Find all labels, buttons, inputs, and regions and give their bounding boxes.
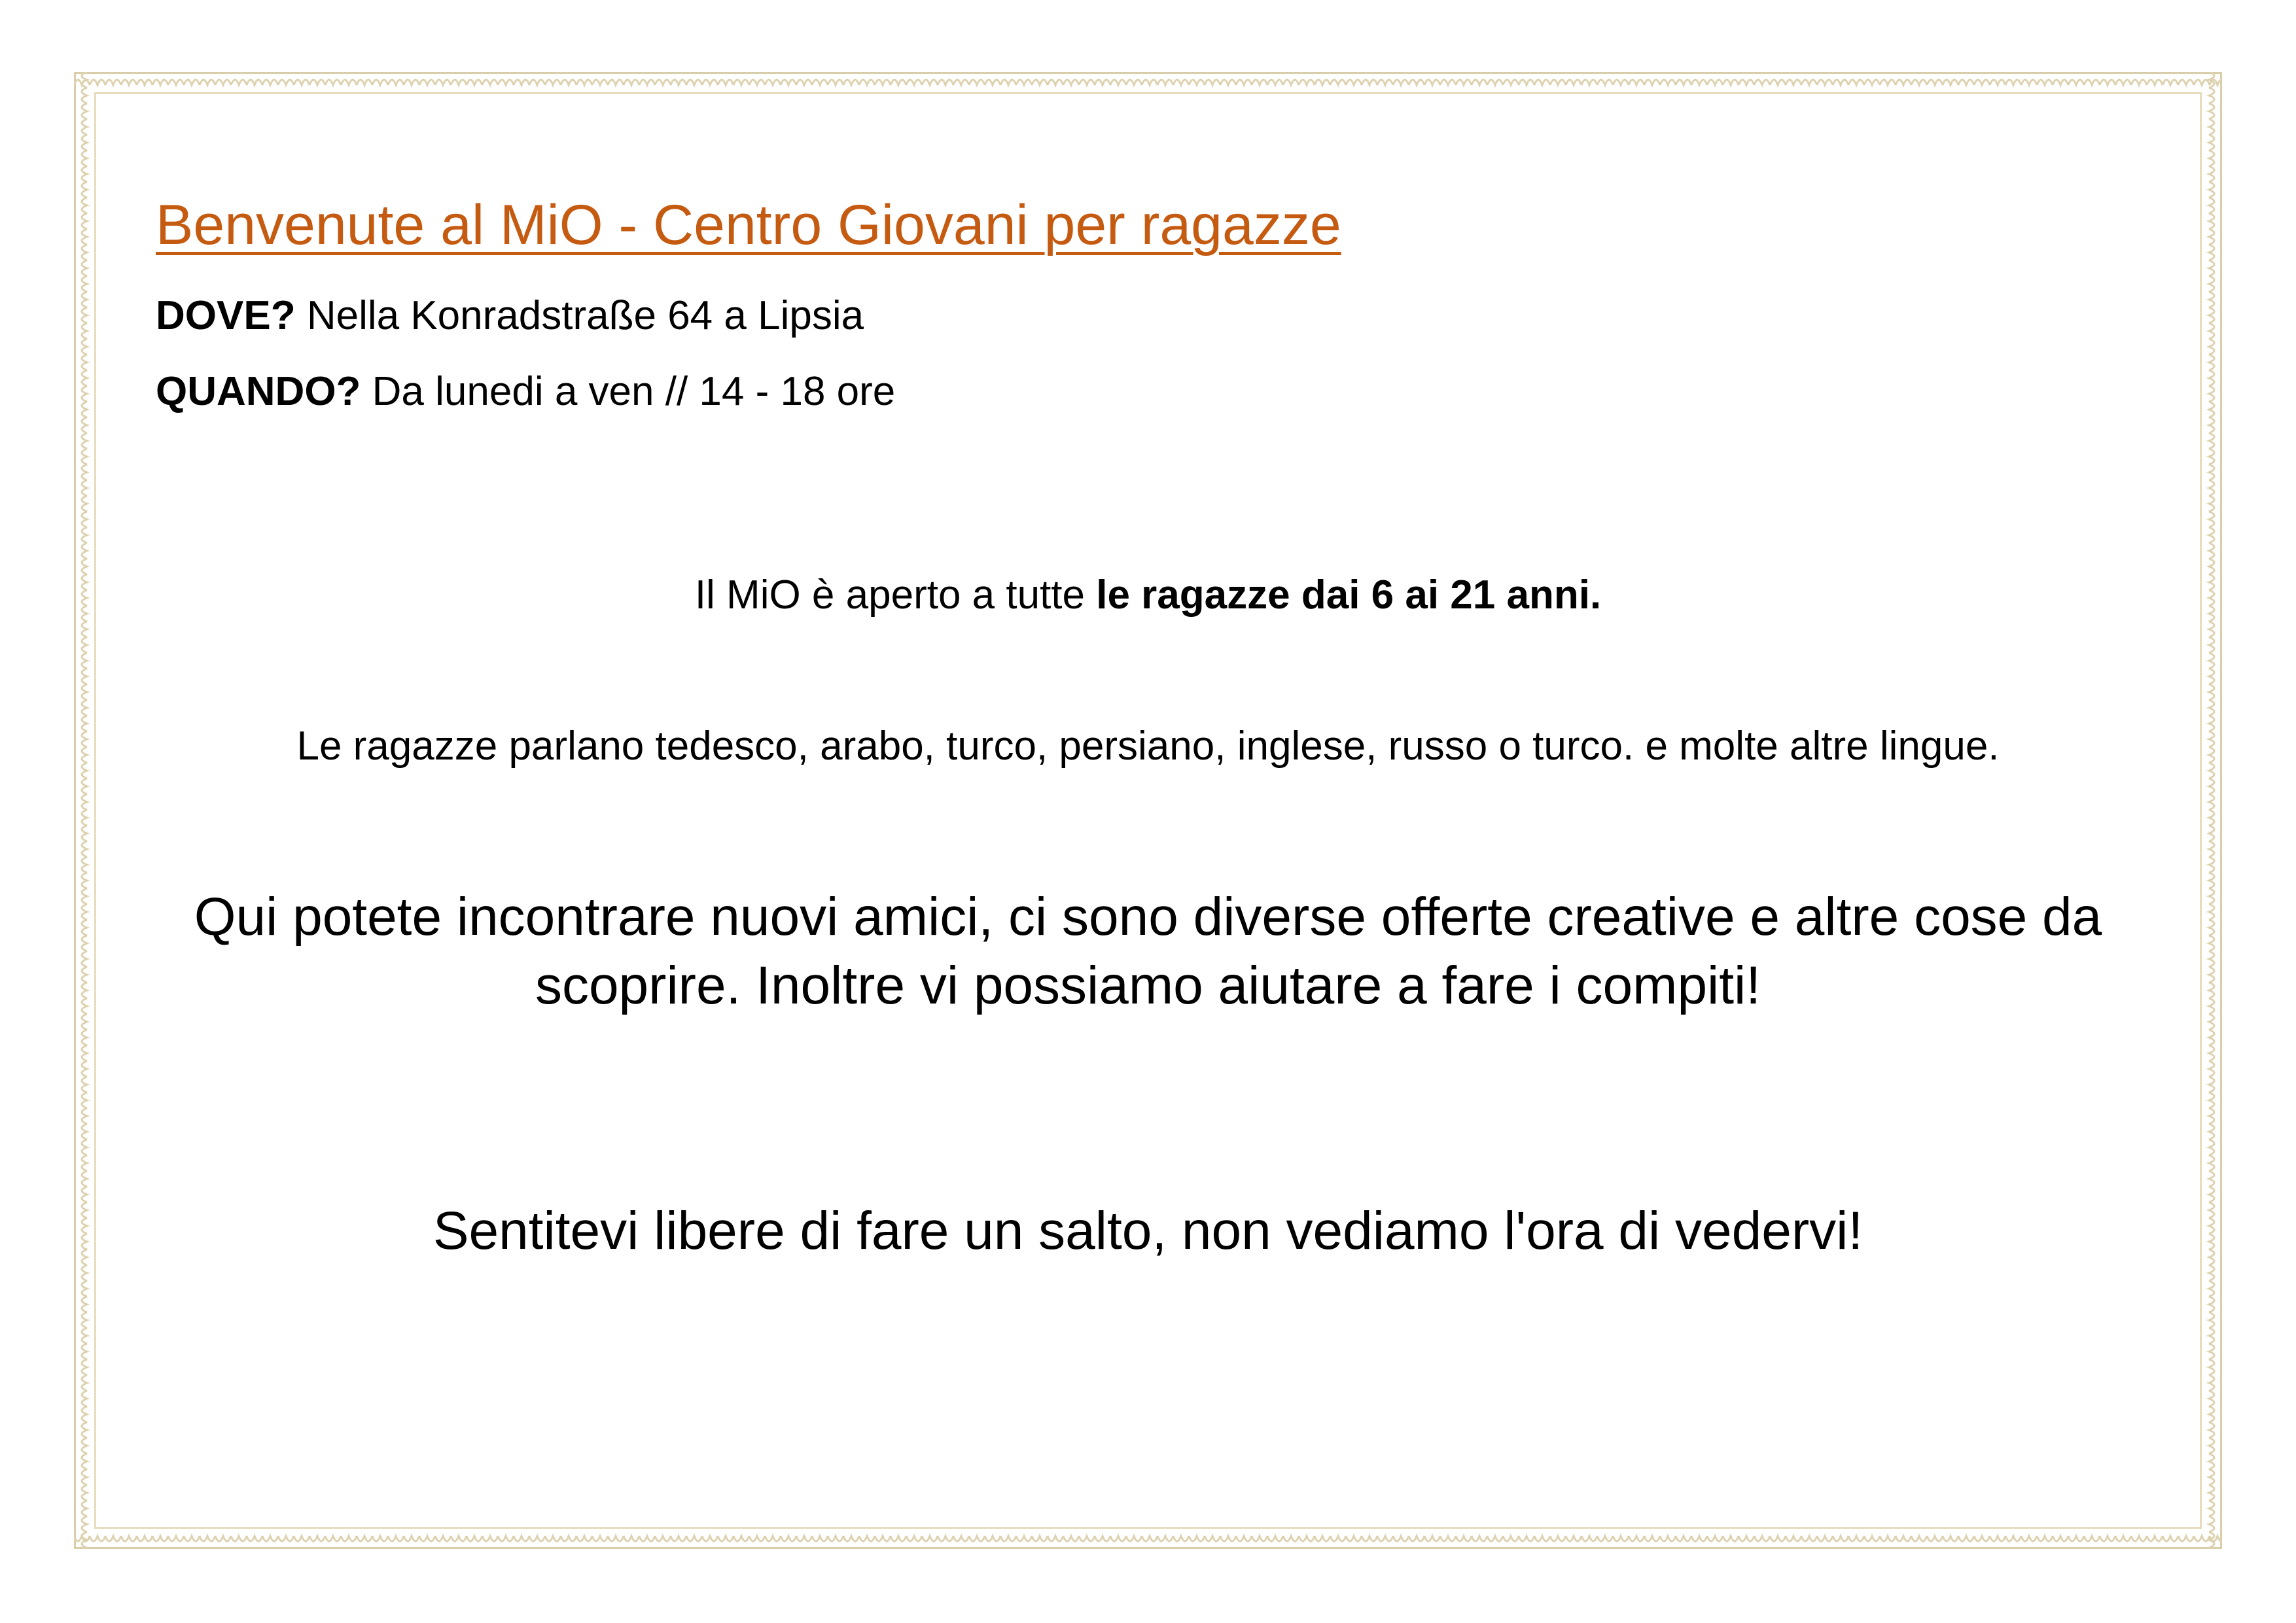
border-wave-bottom <box>74 1531 2222 1550</box>
location-value: Nella Konradstraße 64 a Lipsia <box>295 293 864 338</box>
location-label: DOVE? <box>156 293 296 338</box>
page-title: Benvenute al MiO - Centro Giovani per ragazze <box>156 194 1341 256</box>
age-range-prefix: Il MiO è aperto a tutte <box>694 572 1097 618</box>
hours-line <box>156 368 895 415</box>
border-wave-left <box>73 72 92 1549</box>
age-range-line <box>92 572 2204 618</box>
offers-line-2: scoprire. Inoltre vi possiamo aiutare a fare i compiti! <box>535 956 1761 1015</box>
border-wave-top <box>74 71 2222 90</box>
languages-line: Le ragazze parlano tedesco, arabo, turco, persiano, inglese, russo o turco. e molte altre lingue. <box>296 724 2000 769</box>
hours-label: QUANDO? <box>156 369 361 414</box>
location-line <box>156 292 864 339</box>
age-range-emphasis: le ragazze dai 6 ai 21 anni. <box>1096 572 1602 618</box>
closing-line: Sentitevi libere di fare un salto, non vediamo l'ora di vedervi! <box>433 1201 1863 1261</box>
border-wave-right <box>2204 72 2223 1549</box>
offers-line-1: Qui potete incontrare nuovi amici, ci sono diverse offerte creative e altre cose da <box>194 887 2102 947</box>
hours-value: Da lunedi a ven // 14 - 18 ore <box>361 369 896 414</box>
